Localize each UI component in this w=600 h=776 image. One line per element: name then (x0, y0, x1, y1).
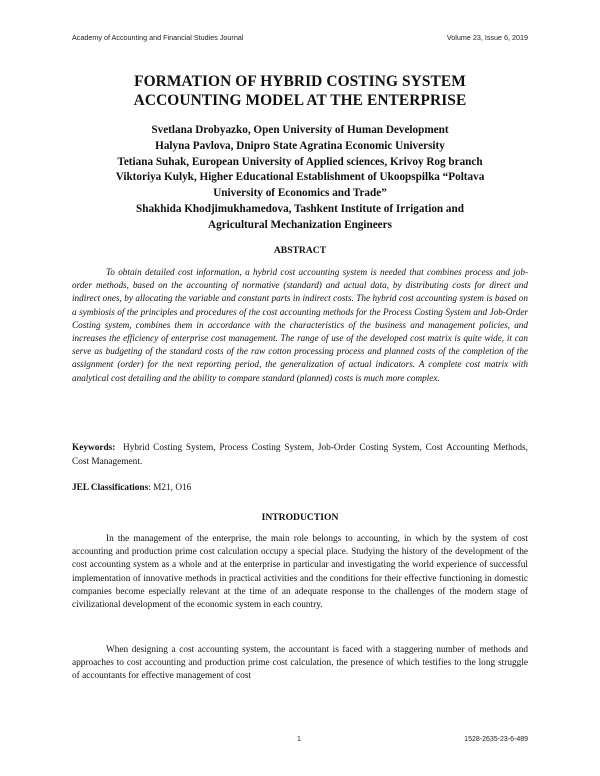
abstract-heading: ABSTRACT (273, 245, 327, 256)
page-number: 1 (297, 736, 301, 743)
volume-issue: Volume 23, Issue 6, 2019 (446, 33, 528, 42)
intro-paragraph-2: When designing a cost accounting system, the accountant is faced with a staggering number of methods and approaches to cost accounting and production prime cost calculation, the presence of which testifies to the long struggle of accountants for effective management of cost (72, 645, 528, 682)
paper-title: FORMATION OF HYBRID COSTING SYSTEM ACCOUNTING MODEL AT THE ENTERPRISE (133, 73, 467, 109)
introduction-heading: INTRODUCTION (261, 512, 339, 523)
jel-codes: : M21, O16 (148, 483, 192, 493)
author-line: Tetiana Suhak, European University of Applied sciences, Krivoy Rog branch (117, 155, 483, 168)
author-line: Agricultural Mechanization Engineers (208, 218, 392, 231)
keywords-label: Keywords: (72, 443, 116, 453)
author-line: Shakhida Khodjimukhamedova, Tashkent Institute of Irrigation and (136, 202, 464, 215)
author-line: University of Economics and Trade” (213, 187, 387, 200)
keywords (72, 441, 528, 469)
issn-code: 1528-2635-23-6-489 (464, 736, 528, 743)
author-line: Viktoriya Kulyk, Higher Educational Establishment of Ukoopspilka “Poltava (115, 171, 485, 184)
abstract-text: To obtain detailed cost information, a hybrid cost accounting system is needed that combines process and job-order methods, based on the accounting of normative (standard) and actual data, by distributing costs for direct and indirect ones, by allocating the variable and constant parts in indirect costs. The hybrid cost accounting system is based on a symbiosis of the principles and procedures of the cost accounting methods for the Process Costing System and Job-Order Costing system, combines them in accordance with the characteristics of the business and management policies, and increases the efficiency of enterprise cost management. The range of use of the developed cost matrix is quite wide, it can serve as budgeting of the standard costs of the raw cotton processing process and planned costs of the completion of the assignment (order) for the next reporting period, the generalization of actual indicators. A complete cost matrix with analytical cost detailing and the ability to compare standard (planned) costs is much more complex. (72, 267, 528, 383)
keywords-text: Hybrid Costing System, Process Costing System, Job-Order Costing System, Cost Accounting Methods, Cost Management. (72, 443, 529, 467)
intro-paragraph-1: In the management of the enterprise, the main role belongs to accounting, in which by the system of cost accounting and production prime cost calculation occupy a special place. Studying the history of the development of the cost accounting system as a whole and at the enterprise in particular and investigating the world experience of successful implementation of innovative methods in practical activities and the conditions for their effective functioning in domestic companies become especially relevant at the time of an adequate response to the challenges of the modern stage of civilizational development of the economic system in each country. (72, 534, 528, 611)
author-list (72, 123, 528, 234)
jel-label: JEL Classifications (72, 483, 149, 493)
journal-name: Academy of Accounting and Financial Studies Journal (72, 33, 244, 42)
author-line: Halyna Pavlova, Dnipro State Agratina Economic University (155, 139, 445, 152)
jel-classifications (72, 483, 528, 493)
author-line: Svetlana Drobyazko, Open University of Human Development (151, 124, 449, 136)
